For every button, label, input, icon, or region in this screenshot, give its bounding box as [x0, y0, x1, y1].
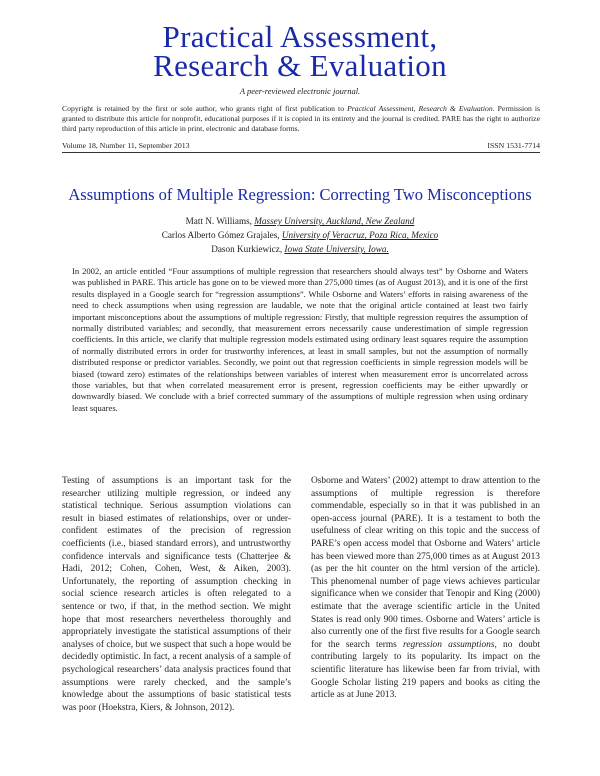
body-right-text-1: Osborne and Waters’ (2002) attempt to draw attention to the assumptions of multiple regression is therefore commendable, especially so in that it was published in an open-access journal (PARE). It is a testament to both the usefulness of clear writing on this topic and the success of PARE’s open access model that Osborne and Waters’ article has been viewed more than 275,000 times as at August 2013 (as per the hit counter on the html version of the article). This phenomenal number of page views achieves particular significance when we consider that Tenopir and King (2000) estimate that the average scientific article in the United States is read only 900 times. Osborne and Waters’ article is also currently one of the first five results for a Google search for the search terms — [311, 476, 540, 650]
abstract: In 2002, an article entitled “Four assumptions of multiple regression that researchers should always test” by Osborne and Waters was published in PARE. This article has gone on to be viewed more than 275,000 times (as of August 2013), and it is one of the first results displayed in a Google search for “regression assumptions”. While Osborne and Waters’ efforts in raising awareness of the need to check assumptions when using regression are laudable, we note that the original article contained at least two fairly important misconceptions about the assumptions of multiple regression: Firstly, that multiple regression requires the assumption of normally distributed variables; and secondly, that measurement errors necessarily cause underestimation of simple regression coefficients. In this article, we clarify that multiple regression models estimated using ordinary least squares require the assumption of normally distributed errors in order for trustworthy inferences, at least in small samples, but not the assumption of normally distributed response or predictor variables. Secondly, we point out that regression coefficients in simple regression models will be biased (toward zero) estimates of the relationships between variables of interest when measurement error is uncorrelated across those variables, but that when correlated measurement error is present, regression coefficients may be either upwardly or downwardly biased. We conclude with a brief corrected summary of the assumptions of multiple regression when using ordinary least squares. — [72, 266, 528, 413]
author-line — [0, 242, 600, 256]
author-list — [0, 214, 600, 256]
copyright-text-1: Copyright is retained by the first or sole author, who grants right of first publication to — [62, 104, 348, 113]
author-affiliation: University of Veracruz, Poza Rica, Mexico — [281, 230, 439, 240]
journal-title-line2: Research & Evaluation — [153, 48, 447, 83]
copyright-journal-name: Practical Assessment, Research & Evaluation — [347, 104, 493, 113]
volume-bar — [62, 141, 540, 153]
body-right-text-2: , no doubt contributing largely to its popularity. Its impact on the scientific literature has likewise been far from trivial, with Google Scholar listing 219 papers and books as citing the article as at June 2013. — [311, 639, 541, 701]
volume-info: Volume 18, Number 11, September 2013 — [62, 141, 190, 150]
copyright-text-2: . Permission is granted to distribute this article for nonprofit, educational purposes if it is copied in its entirety and the journal is credited. PARE has the right to authorize third party reproduction of this article in print, electronic and database forms. — [62, 104, 540, 133]
journal-tagline: A peer-reviewed electronic journal. — [239, 86, 361, 96]
issn: ISSN 1531-7714 — [487, 141, 540, 150]
author-name: Carlos Alberto Gómez Grajales, — [161, 230, 282, 240]
author-affiliation: Massey University, Auckland, New Zealand — [254, 216, 415, 226]
body-right-column — [311, 475, 540, 702]
author-affiliation: Iowa State University, Iowa. — [284, 244, 389, 254]
author-name: Matt N. Williams, — [185, 216, 255, 226]
body-left-column: Testing of assumptions is an important task for the researcher utilizing multiple regression, or indeed any statistical technique. Serious assumption violations can result in biased estimates of relationships, over or under-confident estimates of the precision of regression coefficients (i.e., biased standard errors), and untrustworthy confidence intervals and significance tests (Chatterjee & Hadi, 2012; Cohen, Cohen, West, & Aiken, 2003). Unfortunately, the reporting of assumption checking in social science research articles is often relegated to a sentence or two, if that, in the method section. We might hope that most researchers nevertheless thoroughly and appropriately investigate the statistical assumptions of their analyses of choice, but we suspect that such a hope would be decidedly optimistic. In fact, a recent analysis of a sample of psychological researchers’ data analysis practices found that assumptions were rarely checked, and the sample’s knowledge about the assumptions of basic statistical tests was poor (Hoekstra, Kiers, & Johnson, 2012). — [62, 476, 291, 713]
author-name: Dason Kurkiewicz, — [211, 244, 285, 254]
author-line — [0, 214, 600, 228]
author-line — [0, 228, 600, 242]
search-terms: regression assumptions — [403, 639, 495, 650]
copyright-notice — [62, 104, 540, 134]
article-title: Assumptions of Multiple Regression: Correcting Two Misconceptions — [68, 185, 532, 204]
journal-title-line1: Practical Assessment, — [162, 19, 438, 54]
journal-title — [0, 19, 600, 83]
